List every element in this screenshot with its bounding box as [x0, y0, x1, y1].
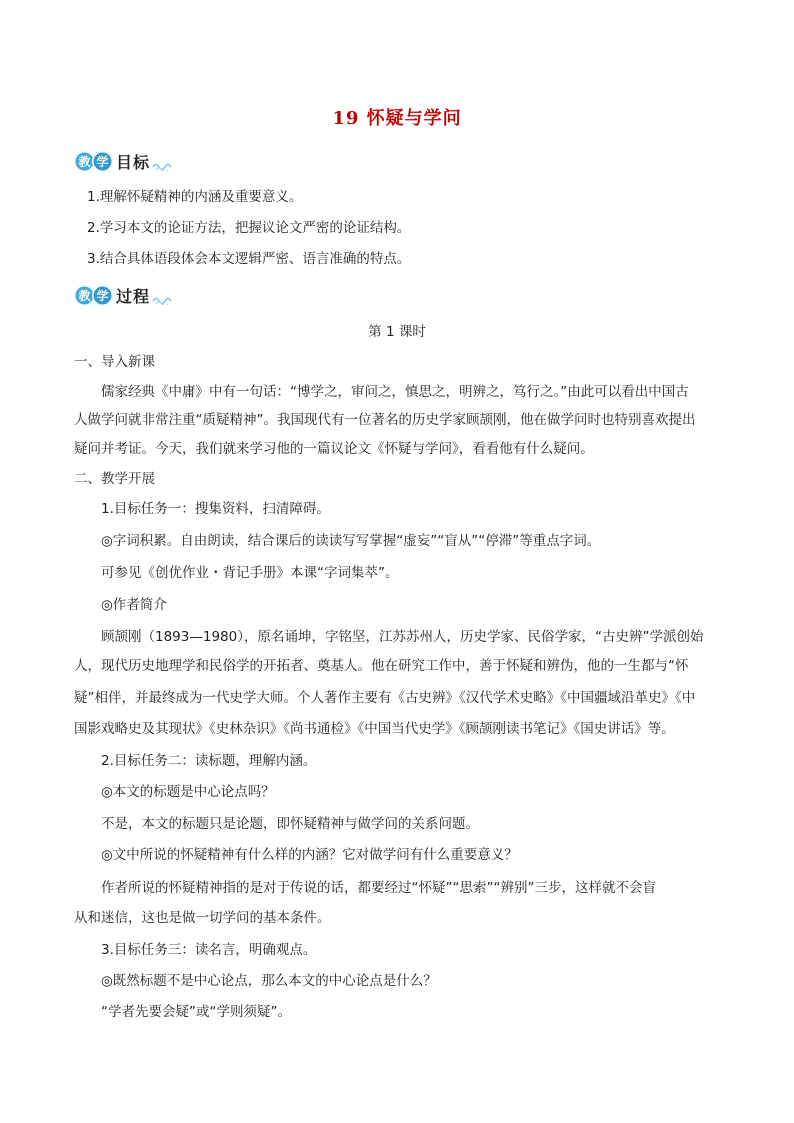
objectives-label: 目标 [116, 152, 151, 172]
task-1: 1.目标任务一：搜集资料，扫清障碍。 [101, 501, 330, 517]
objectives-header [74, 148, 176, 174]
objective-1: 1.理解怀疑精神的内涵及重要意义。 [87, 189, 303, 205]
lesson-label: 第 1 课时 [368, 324, 426, 340]
question-3: ◎既然标题不是中心论点，那么本文的中心论点是什么？ [101, 973, 437, 989]
page-title: 19 怀疑与学问 [332, 108, 462, 129]
badge-char-1: 教 [74, 285, 95, 306]
intro-line-3: 疑问并考证。今天，我们就来学习他的一篇议论文《怀疑与学问》，看看他有什么疑问。 [74, 441, 594, 457]
process-badge [74, 285, 110, 306]
process-header [74, 282, 176, 308]
question-1: ◎本文的标题是中心论点吗？ [101, 784, 275, 800]
section-heading-2: 二、教学开展 [74, 471, 155, 487]
task-1-words: ◎字词积累。自由朗读，结合课后的读读写写掌握“虚妄”“盲从”“停滞”等重点字词。 [101, 533, 601, 549]
badge-char-2: 学 [92, 285, 113, 306]
section-heading-1: 一、导入新课 [74, 354, 155, 370]
wave-decoration-icon [152, 161, 176, 171]
wave-decoration-icon [152, 295, 176, 305]
author-line-3: 疑”相伴，并最终成为一代史学大师。个人著作主要有《古史辨》《汉代学术史略》《中国疆域沿革史》《中 [74, 690, 696, 706]
intro-line-2: 人做学问就非常注重“质疑精神”。我国现代有一位著名的历史学家顾颉刚，他在做学问时也特别喜欢提出 [74, 412, 696, 428]
badge-char-1: 教 [74, 151, 95, 172]
answer-2-line-2: 从和迷信，这也是做一切学问的基本条件。 [74, 910, 331, 926]
task-3: 3.目标任务三：读名言，明确观点。 [101, 942, 317, 958]
objective-2: 2.学习本文的论证方法，把握议论文严密的论证结构。 [87, 220, 411, 236]
intro-line-1: 儒家经典《中庸》中有一句话：“博学之，审问之，慎思之，明辨之，笃行之。”由此可以看出中国古 [101, 384, 689, 400]
answer-2-line-1: 作者所说的怀疑精神指的是对于传说的话，都要经过“怀疑”“思索”“辨别”三步，这样就不会盲 [101, 880, 656, 896]
author-line-2: 人，现代历史地理学和民俗学的开拓者、奠基人。他在研究工作中，善于怀疑和辨伪，他的一生都与“怀 [74, 658, 689, 674]
author-heading: ◎作者简介 [101, 597, 167, 613]
question-2: ◎文中所说的怀疑精神有什么样的内涵？它对做学问有什么重要意义？ [101, 847, 518, 863]
author-line-4: 国影戏略史及其现状》《史林杂识》《尚书通检》《中国当代史学》《顾颉刚读书笔记》《国史讲话》等。 [74, 721, 675, 737]
author-line-1: 顾颉刚（1893—1980），原名诵坤，字铭坚，江苏苏州人，历史学家、民俗学家，“古史辨”学派创始 [101, 629, 704, 645]
task-2: 2.目标任务二：读标题，理解内涵。 [101, 753, 317, 769]
answer-1: 不是，本文的标题只是论题，即怀疑精神与做学问的关系问题。 [101, 816, 479, 832]
process-label: 过程 [116, 286, 151, 306]
objectives-badge [74, 151, 110, 172]
task-1-reference: 可参见《创优作业・背记手册》本课“字词集萃”。 [101, 565, 399, 581]
badge-char-2: 学 [92, 151, 113, 172]
answer-3: “学者先要会疑”或“学则须疑”。 [101, 1004, 291, 1020]
objective-3: 3.结合具体语段体会本文逻辑严密、语言准确的特点。 [87, 251, 411, 267]
